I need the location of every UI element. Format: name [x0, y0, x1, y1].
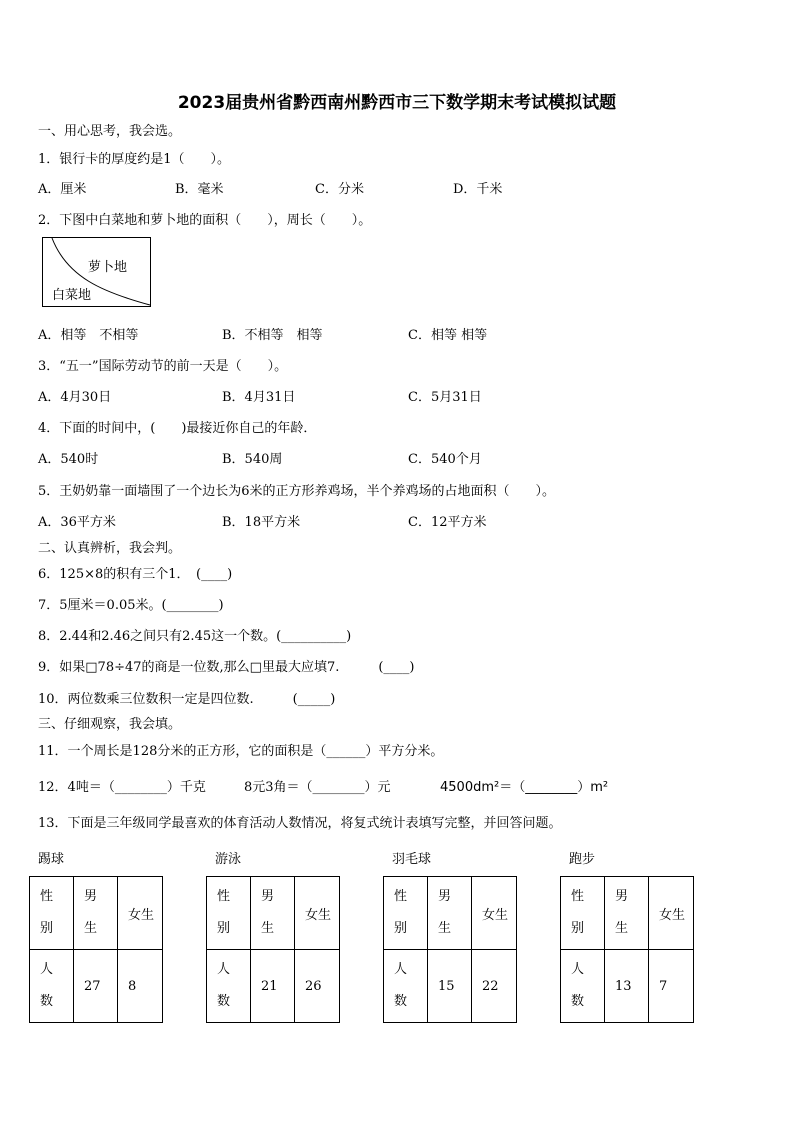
table-3-r1a: 人: [394, 962, 408, 977]
question-1: 1．银行卡的厚度约是1（ ）。: [38, 152, 231, 167]
table-1-h2a: 男: [84, 889, 98, 904]
stat-table-3: [383, 876, 517, 1023]
table-4-header-gender: [561, 877, 605, 950]
q1-option-b: B．毫米: [175, 182, 224, 197]
question-13: 13．下面是三年级同学最喜欢的体育活动人数情况，将复式统计表填写完整，并回答问题。: [38, 816, 562, 831]
table-4-h2b: 生: [615, 921, 629, 936]
table-2-h2a: 男: [261, 889, 275, 904]
q5-option-c: C．12平方米: [408, 515, 487, 530]
stat-table-1: [29, 876, 163, 1023]
table-2-boys-count: 21: [251, 950, 295, 1023]
q1-option-d: D．千米: [453, 182, 503, 197]
question-11: 11．一个周长是128分米的正方形，它的面积是（______）平方分米。: [38, 744, 444, 759]
table-4-row-label: [561, 950, 605, 1023]
table-1-row-label: [30, 950, 74, 1023]
table-1-header-boys: [74, 877, 118, 950]
question-12-part-1: 12．4吨＝（________）千克: [38, 780, 206, 795]
question-4: 4．下面的时间中，( )最接近你自己的年龄．: [38, 421, 317, 436]
table-2-r1a: 人: [217, 962, 231, 977]
stat-table-4: [560, 876, 694, 1023]
table-4-girls-count: 7: [649, 950, 694, 1023]
baicai-field-label: 白菜地: [52, 288, 92, 303]
q4-option-b: B．540周: [222, 452, 283, 467]
q4-option-c: C．540个月: [408, 452, 482, 467]
table-4-title: 跑步: [569, 852, 596, 867]
table-1-r1b: 数: [40, 994, 54, 1009]
table-1-header-girls: 女生: [118, 877, 163, 950]
table-4-h1b: 别: [571, 921, 585, 936]
q5-option-a: A．36平方米: [38, 515, 116, 530]
question-9: 9．如果□78÷47的商是一位数,那么□里最大应填7. (____): [38, 660, 415, 675]
table-3-r1b: 数: [394, 994, 408, 1009]
table-1-r1a: 人: [40, 962, 54, 977]
table-4-boys-count: 13: [605, 950, 649, 1023]
table-4-header-boys: [605, 877, 649, 950]
field-diagram: [42, 237, 152, 307]
table-2-h1b: 别: [217, 921, 231, 936]
q2-option-b: B．不相等 相等: [222, 328, 323, 343]
q5-option-b: B．18平方米: [222, 515, 301, 530]
table-3-header-gender: [384, 877, 428, 950]
table-2-h1a: 性: [217, 889, 231, 904]
table-4-r1a: 人: [571, 962, 585, 977]
q4-option-a: A．540时: [38, 452, 99, 467]
table-1-h1a: 性: [40, 889, 54, 904]
table-3-header-boys: [428, 877, 472, 950]
table-3-girls-count: 22: [472, 950, 517, 1023]
question-5: 5．王奶奶靠一面墙围了一个边长为6米的正方形养鸡场，半个养鸡场的占地面积（ ）。: [38, 484, 556, 499]
table-1-h2b: 生: [84, 921, 98, 936]
q3-option-a: A．4月30日: [38, 390, 112, 405]
table-2-header-gender: [207, 877, 251, 950]
luobo-field-label: 萝卜地: [88, 260, 128, 275]
question-2: 2．下图中白菜地和萝卜地的面积（ ），周长（ ）。: [38, 213, 372, 228]
q1-option-c: C．分米: [315, 182, 364, 197]
question-12-part-3: 4500dm²＝（________）m²: [440, 780, 609, 795]
table-3-header-girls: 女生: [472, 877, 517, 950]
table-1-header-gender: [30, 877, 74, 950]
question-6: 6．125×8的积有三个1． (____): [38, 567, 233, 582]
table-2-row-label: [207, 950, 251, 1023]
table-3-boys-count: 15: [428, 950, 472, 1023]
table-2-header-girls: 女生: [295, 877, 340, 950]
table-3-h2b: 生: [438, 921, 452, 936]
q3-option-c: C．5月31日: [408, 390, 482, 405]
q2-option-a: A．相等 不相等: [38, 328, 139, 343]
table-3-title: 羽毛球: [392, 852, 432, 867]
question-3: 3．“五一”国际劳动节的前一天是（ ）。: [38, 359, 288, 374]
table-1-title: 踢球: [38, 852, 65, 867]
table-3-h1a: 性: [394, 889, 408, 904]
table-2-header-boys: [251, 877, 295, 950]
stat-table-2: [206, 876, 340, 1023]
table-3-row-label: [384, 950, 428, 1023]
table-4-r1b: 数: [571, 994, 585, 1009]
table-1-girls-count: 8: [118, 950, 163, 1023]
question-12-part-2: 8元3角＝（________）元: [244, 780, 391, 795]
table-2-h2b: 生: [261, 921, 275, 936]
q3-option-b: B．4月31日: [222, 390, 296, 405]
question-8: 8．2.44和2.46之间只有2.45这一个数。(__________): [38, 629, 352, 644]
table-1-h1b: 别: [40, 921, 54, 936]
page-title: 2023届贵州省黔西南州黔西市三下数学期末考试模拟试题: [177, 93, 617, 113]
section-1-heading: 一、用心思考，我会选。: [38, 124, 182, 139]
table-2-title: 游泳: [215, 852, 242, 867]
table-4-h1a: 性: [571, 889, 585, 904]
question-10: 10．两位数乘三位数积一定是四位数. (_____): [38, 692, 336, 707]
table-3-h1b: 别: [394, 921, 408, 936]
section-2-heading: 二、认真辨析，我会判。: [38, 541, 182, 556]
table-4-h2a: 男: [615, 889, 629, 904]
q2-option-c: C．相等 相等: [408, 328, 488, 343]
table-2-r1b: 数: [217, 994, 231, 1009]
q1-option-a: A．厘米: [38, 182, 87, 197]
question-7: 7．5厘米＝0.05米。(________): [38, 598, 224, 613]
table-4-header-girls: 女生: [649, 877, 694, 950]
table-3-h2a: 男: [438, 889, 452, 904]
section-3-heading: 三、仔细观察，我会填。: [38, 717, 182, 732]
table-2-girls-count: 26: [295, 950, 340, 1023]
table-1-boys-count: 27: [74, 950, 118, 1023]
